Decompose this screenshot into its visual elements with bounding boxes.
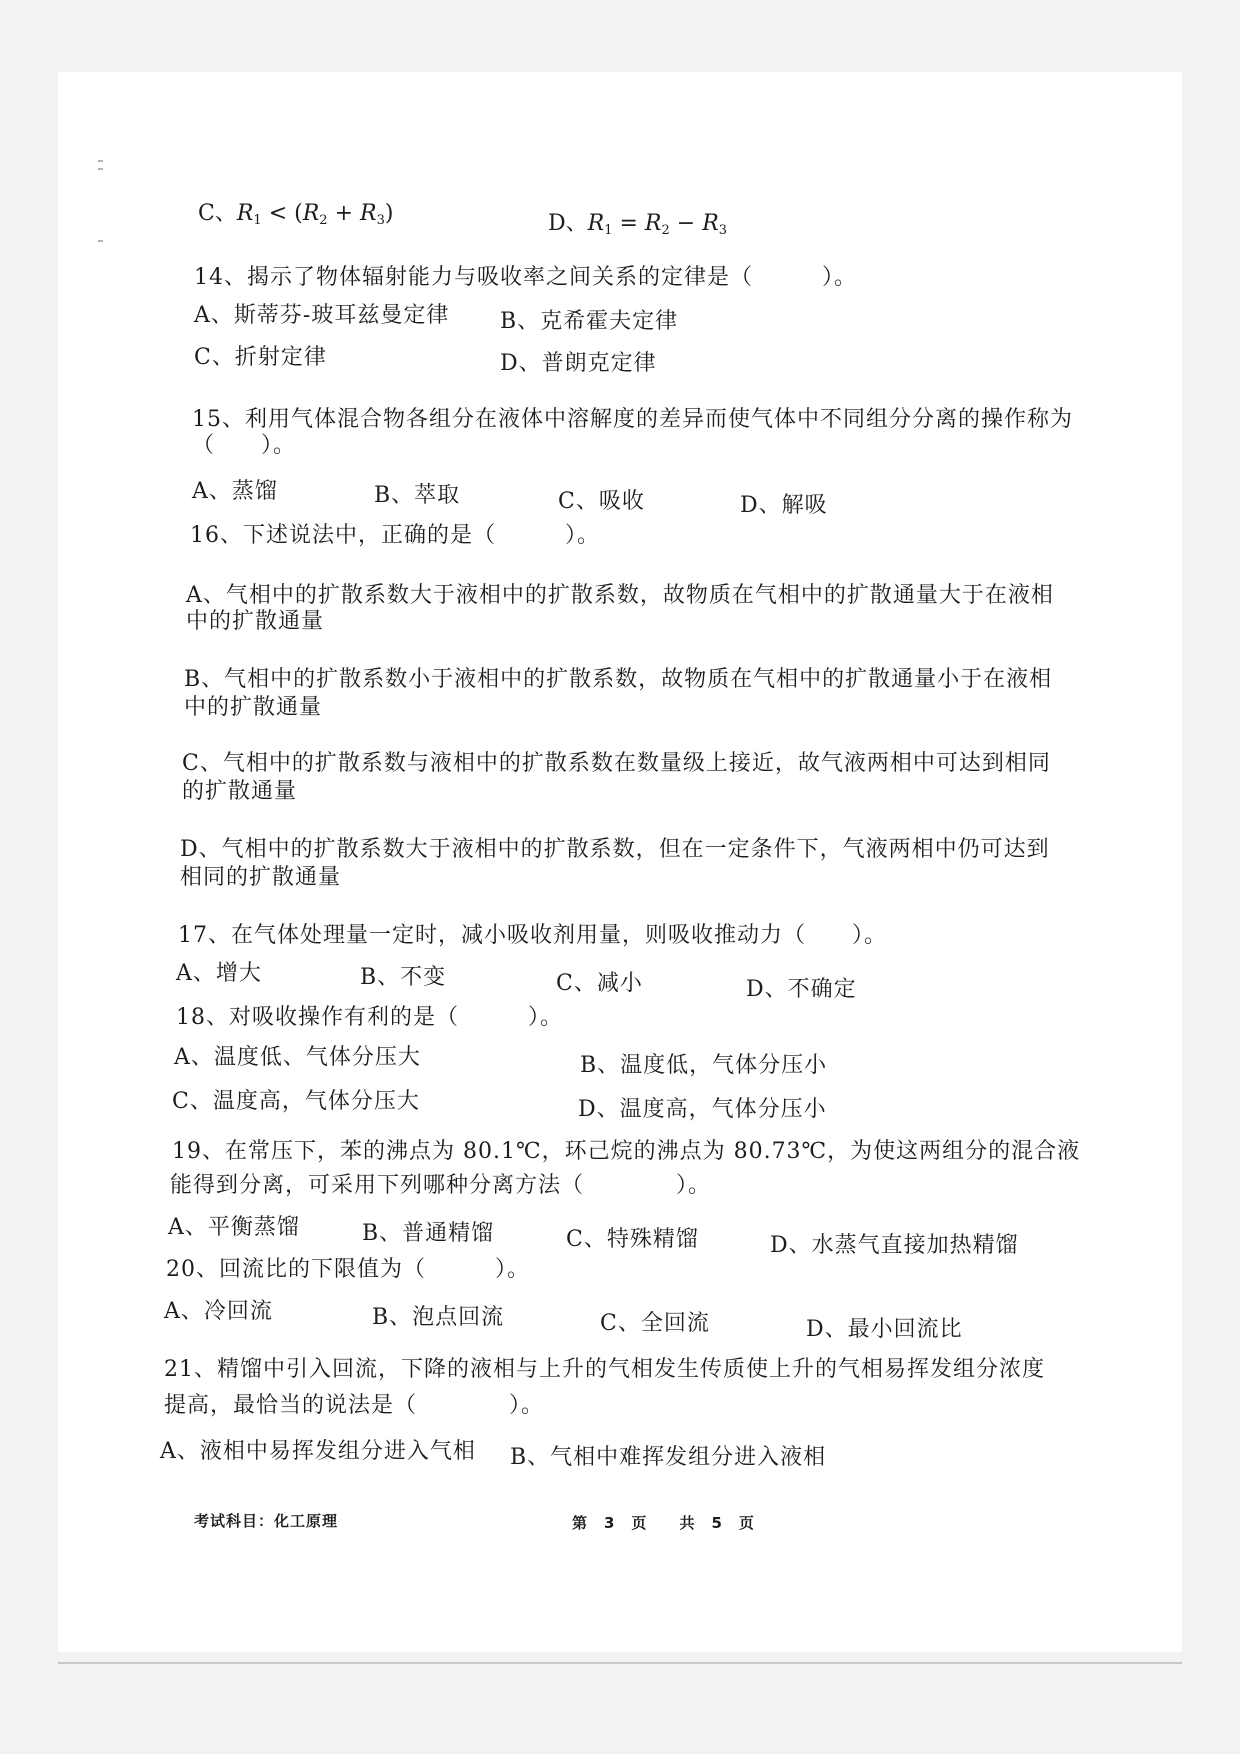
q16-option-d-line1: D、气相中的扩散系数大于液相中的扩散系数，但在一定条件下，气液两相中仍可达到 [180, 837, 1050, 862]
q16-option-a-line2: 中的扩散通量 [186, 609, 325, 634]
q14-stem: 14、揭示了物体辐射能力与吸收率之间关系的定律是（ ）。 [194, 265, 857, 290]
q15-option-a: A、蒸馏 [192, 479, 278, 504]
q16-option-b-line1: B、气相中的扩散系数小于液相中的扩散系数，故物质在气相中的扩散通量小于在液相 [184, 667, 1053, 692]
scan-edge-mark [98, 160, 103, 162]
scan-bottom-edge [58, 1662, 1182, 1664]
q20-option-c: C、全回流 [600, 1311, 710, 1336]
q21-option-a: A、液相中易挥发组分进入气相 [160, 1439, 476, 1464]
q19-option-c: C、特殊精馏 [566, 1227, 699, 1252]
q18-option-d: D、温度高，气体分压小 [578, 1097, 827, 1122]
q18-option-c: C、温度高，气体分压大 [172, 1089, 420, 1114]
q18-option-b: B、温度低，气体分压小 [580, 1053, 828, 1078]
q13-option-c: C、$R_1 < (R_2 + R_3)$ [198, 201, 394, 228]
q16-option-a-line1: A、气相中的扩散系数大于液相中的扩散系数，故物质在气相中的扩散通量大于在液相 [186, 583, 1054, 608]
q19-option-d: D、水蒸气直接加热精馏 [770, 1233, 1019, 1258]
q16-option-b-line2: 中的扩散通量 [184, 695, 323, 720]
q17-option-a: A、增大 [176, 961, 262, 986]
q15-stem-line2: （ ）。 [192, 433, 297, 458]
q19-stem-line2: 能得到分离，可采用下列哪种分离方法（ ）。 [170, 1173, 712, 1198]
q20-stem: 20、回流比的下限值为（ ）。 [166, 1257, 530, 1282]
q20-option-a: A、冷回流 [164, 1299, 273, 1324]
q20-option-d: D、最小回流比 [806, 1317, 963, 1342]
q20-option-b: B、泡点回流 [372, 1305, 505, 1330]
q14-option-d: D、普朗克定律 [500, 351, 657, 376]
q19-option-b: B、普通精馏 [362, 1221, 495, 1246]
q14-option-a: A、斯蒂芬-玻耳兹曼定律 [194, 303, 450, 328]
q21-stem-line1: 21、精馏中引入回流，下降的液相与上升的气相发生传质使上升的气相易挥发组分浓度 [164, 1357, 1045, 1382]
q17-option-d: D、不确定 [746, 977, 857, 1002]
q18-stem: 18、对吸收操作有利的是（ ）。 [176, 1005, 563, 1030]
scan-edge-mark [98, 240, 103, 242]
q15-option-d: D、解吸 [740, 493, 828, 518]
q16-option-c-line1: C、气相中的扩散系数与液相中的扩散系数在数量级上接近，故气液两相中可达到相同 [182, 751, 1051, 776]
q14-option-b: B、克希霍夫定律 [500, 309, 679, 334]
q19-option-a: A、平衡蒸馏 [168, 1215, 300, 1240]
scan-edge-mark [98, 168, 103, 170]
q15-option-c: C、吸收 [558, 489, 645, 514]
q18-option-a: A、温度低、气体分压大 [174, 1045, 421, 1070]
q16-option-d-line2: 相同的扩散通量 [180, 865, 342, 890]
q16-option-c-line2: 的扩散通量 [182, 779, 298, 804]
q17-option-b: B、不变 [360, 965, 447, 990]
q21-stem-line2: 提高，最恰当的说法是（ ）。 [164, 1393, 545, 1418]
q21-option-b: B、气相中难挥发组分进入液相 [510, 1445, 827, 1470]
q13-option-d: D、$R_1 = R_2 - R_3$ [548, 211, 728, 238]
q15-stem-line1: 15、利用气体混合物各组分在液体中溶解度的差异而使气体中不同组分分离的操作称为 [192, 407, 1073, 432]
footer-subject: 考试科目：化工原理 [194, 1512, 339, 1530]
q17-stem: 17、在气体处理量一定时，减小吸收剂用量，则吸收推动力（ ）。 [178, 923, 887, 948]
q14-option-c: C、折射定律 [194, 345, 327, 370]
q17-option-c: C、减小 [556, 971, 643, 996]
q19-stem-line1: 19、在常压下，苯的沸点为 80.1℃，环己烷的沸点为 80.73℃，为使这两组分的混合液 [172, 1139, 1081, 1164]
q16-stem: 16、下述说法中，正确的是（ ）。 [190, 523, 600, 548]
footer-page-number: 第 3 页 共 5 页 [572, 1514, 755, 1532]
q15-option-b: B、萃取 [374, 483, 461, 508]
